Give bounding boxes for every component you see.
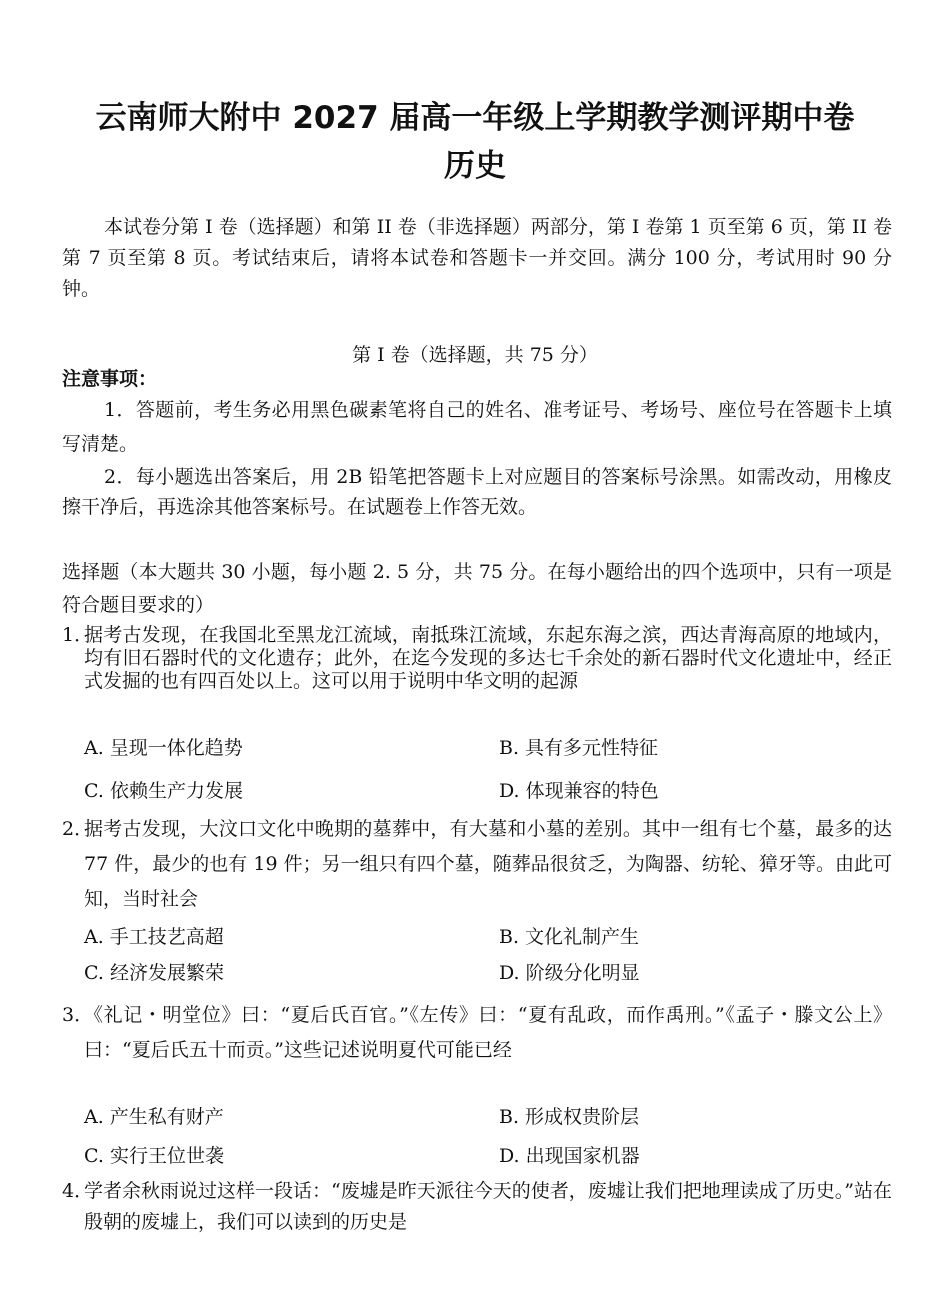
notice-heading: 注意事项： (62, 368, 158, 390)
q3-option-c: C. 实行王位世袭 (84, 1145, 224, 1167)
question-number: 4． (62, 1180, 94, 1202)
q2-option-a: A. 手工技艺高超 (84, 926, 224, 948)
question-3 (62, 998, 892, 1068)
multiple-choice-instructions: 选择题（本大题共 30 小题，每小题 2. 5 分，共 75 分。在每小题给出的四个选项中，只有一项是符合题目要求的） (62, 561, 892, 616)
exam-instructions: 本试卷分第 I 卷（选择题）和第 II 卷（非选择题）两部分，第 I 卷第 1 页至第 6 页，第 II 卷第 7 页至第 8 页。考试结束后，请将本试卷和答题卡一并交回。满分 100 分，考试用时 90 分钟。 (62, 216, 892, 300)
q2-option-c: C. 经济发展繁荣 (84, 962, 224, 984)
q3-option-d: D. 出现国家机器 (499, 1145, 640, 1167)
q1-option-a: A. 呈现一体化趋势 (84, 737, 243, 759)
notice-item-2: 2．每小题选出答案后，用 2B 铅笔把答题卡上对应题目的答案标号涂黑。如需改动，用橡皮擦干净后，再选涂其他答案标号。在试题卷上作答无效。 (62, 466, 892, 518)
question-1 (62, 624, 892, 693)
question-stem: 学者余秋雨说过这样一段话：“废墟是昨天派往今天的使者，废墟让我们把地理读成了历史。”站在殷朝的废墟上，我们可以读到的历史是 (84, 1180, 892, 1233)
question-number: 3． (62, 1004, 94, 1026)
question-stem: 《礼记・明堂位》曰：“夏后氏百官。”《左传》曰：“夏有乱政，而作禹刑。”《孟子・滕文公上》曰：“夏后氏五十而贡。”这些记述说明夏代可能已经 (84, 1004, 892, 1061)
section-title: 第 I 卷（选择题，共 75 分） (352, 344, 598, 366)
question-number: 2． (62, 818, 94, 840)
question-4 (62, 1176, 892, 1238)
q3-option-b: B. 形成权贵阶层 (499, 1106, 640, 1128)
notice-item-1: 1．答题前，考生务必用黑色碳素笔将自己的姓名、准考证号、考场号、座位号在答题卡上填写清楚。 (62, 399, 892, 455)
q3-option-a: A. 产生私有财产 (84, 1106, 224, 1128)
question-stem: 据考古发现，在我国北至黑龙江流域，南抵珠江流域，东起东海之滨，西达青海高原的地域内，均有旧石器时代的文化遗存；此外，在迄今发现的多达七千余处的新石器时代文化遗址中，经正式发掘的也有四百处以上。这可以用于说明中华文明的起源 (84, 624, 892, 692)
question-number: 1． (62, 624, 94, 646)
exam-title: 云南师大附中 2027 届高一年级上学期教学测评期中卷 (95, 100, 855, 136)
question-2 (62, 812, 892, 917)
q2-option-d: D. 阶级分化明显 (499, 962, 640, 984)
question-stem: 据考古发现，大汶口文化中晚期的墓葬中，有大墓和小墓的差别。其中一组有七个墓，最多的达 77 件，最少的也有 19 件；另一组只有四个墓，随葬品很贫乏，为陶器、纺轮、獐牙等。由此可知，当时社会 (84, 818, 892, 910)
q1-option-d: D. 体现兼容的特色 (499, 780, 659, 802)
subject-title: 历史 (444, 148, 506, 184)
q2-option-b: B. 文化礼制产生 (499, 926, 640, 948)
q1-option-b: B. 具有多元性特征 (499, 737, 659, 759)
q1-option-c: C. 依赖生产力发展 (84, 780, 243, 802)
